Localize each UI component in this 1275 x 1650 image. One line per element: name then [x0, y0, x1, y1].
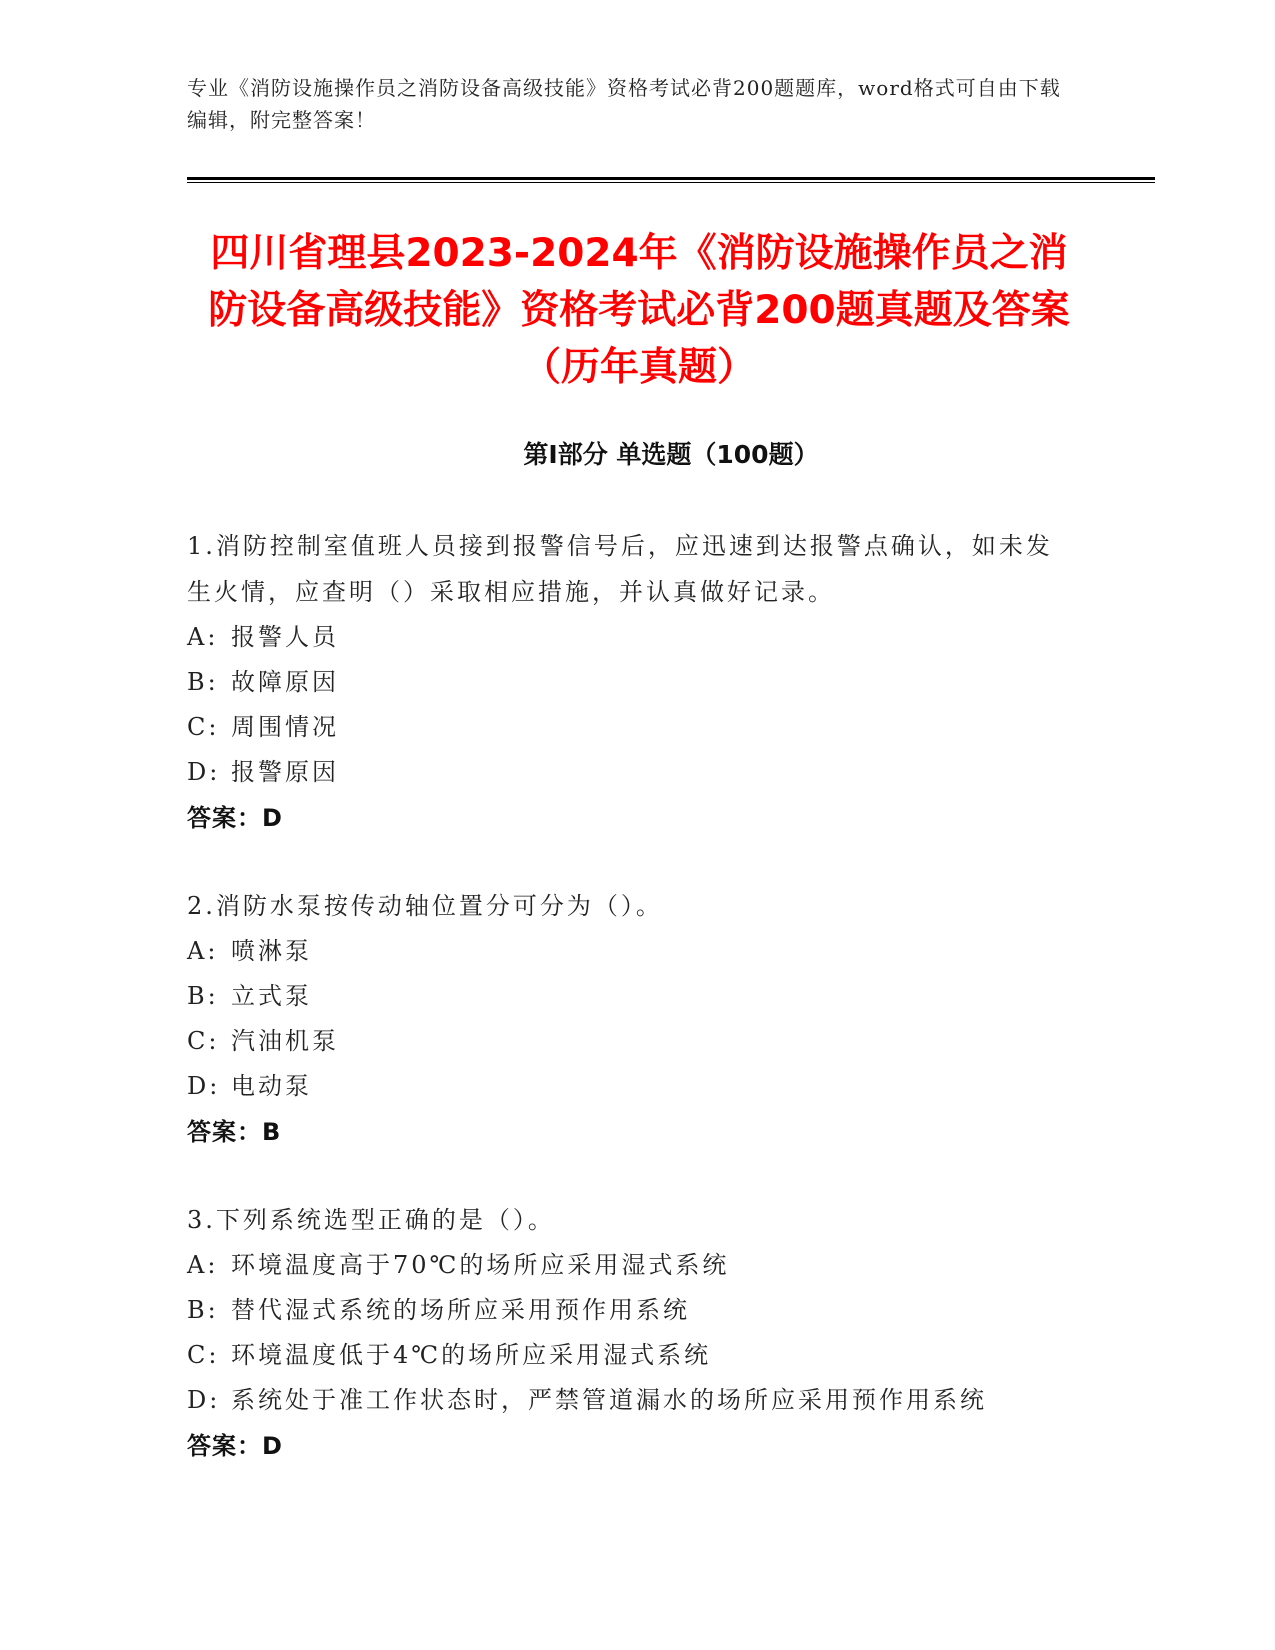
- option-text: 喷淋泵: [231, 937, 312, 965]
- question-1: [187, 523, 1067, 841]
- question-stem: 1.消防控制室值班人员接到报警信号后，应迅速到达报警点确认，如未发生火情，应查明（）采取相应措施，并认真做好记录。: [187, 532, 1053, 606]
- option-b: [187, 1288, 1067, 1333]
- option-letter: B:: [187, 1296, 219, 1324]
- header-rule-thick: [187, 177, 1155, 180]
- option-c: [187, 1019, 1067, 1064]
- option-text: 替代湿式系统的场所应采用预作用系统: [231, 1296, 690, 1324]
- option-text: 故障原因: [231, 668, 339, 696]
- option-d: [187, 1378, 1067, 1423]
- header-rule-thin: [187, 182, 1155, 183]
- option-c: [187, 705, 1067, 750]
- answer-line: 答案：D: [187, 1432, 283, 1460]
- option-letter: D:: [187, 1072, 221, 1100]
- option-a: [187, 615, 1067, 660]
- option-c: [187, 1333, 1067, 1378]
- answer-line: 答案：B: [187, 1118, 282, 1146]
- option-text: 汽油机泵: [231, 1027, 339, 1055]
- answer-line: 答案：D: [187, 804, 283, 832]
- option-letter: C:: [187, 713, 220, 741]
- question-stem: 2.消防水泵按传动轴位置分可分为（）。: [187, 892, 663, 920]
- option-a: [187, 929, 1067, 974]
- option-text: 环境温度低于4℃的场所应采用湿式系统: [231, 1341, 712, 1369]
- option-text: 报警原因: [231, 758, 339, 786]
- question-stem: 3.下列系统选型正确的是（）。: [187, 1206, 555, 1234]
- option-letter: A:: [187, 1251, 219, 1279]
- header-note: 专业《消防设施操作员之消防设备高级技能》资格考试必背200题题库，word格式可自由下载编辑，附完整答案！: [187, 76, 1061, 132]
- document-title: 四川省理县2023-2024年《消防设施操作员之消防设备高级技能》资格考试必背200题真题及答案（历年真题）: [208, 231, 1070, 390]
- question-2: [187, 883, 1067, 1155]
- option-b: [187, 974, 1067, 1019]
- option-letter: D:: [187, 758, 221, 786]
- option-text: 环境温度高于70℃的场所应采用湿式系统: [231, 1251, 730, 1279]
- option-text: 电动泵: [231, 1072, 312, 1100]
- option-letter: A:: [187, 937, 219, 965]
- option-letter: B:: [187, 668, 219, 696]
- option-a: [187, 1243, 1067, 1288]
- option-letter: D:: [187, 1386, 221, 1414]
- option-b: [187, 660, 1067, 705]
- section-title: 第Ⅰ部分 单选题（100题）: [523, 440, 819, 469]
- option-letter: C:: [187, 1027, 220, 1055]
- option-letter: B:: [187, 982, 219, 1010]
- option-letter: C:: [187, 1341, 220, 1369]
- option-text: 系统处于准工作状态时，严禁管道漏水的场所应采用预作用系统: [231, 1386, 987, 1414]
- option-text: 报警人员: [231, 623, 339, 651]
- option-d: [187, 750, 1067, 795]
- option-text: 立式泵: [231, 982, 312, 1010]
- option-letter: A:: [187, 623, 219, 651]
- question-3: [187, 1197, 1067, 1469]
- option-text: 周围情况: [231, 713, 339, 741]
- option-d: [187, 1064, 1067, 1109]
